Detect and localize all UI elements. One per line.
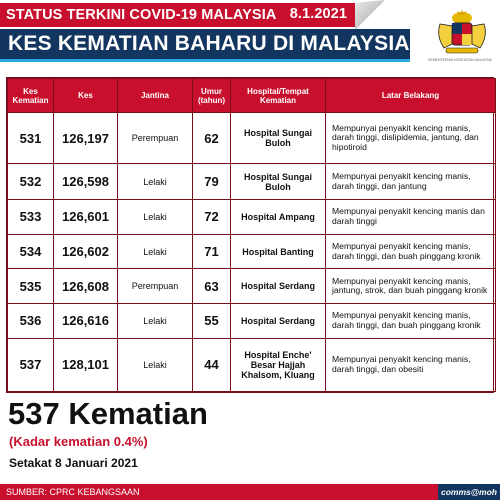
age: 71: [193, 234, 231, 269]
death-number: 534: [8, 234, 54, 269]
gender: Perempuan: [118, 269, 193, 304]
table-row: [8, 269, 496, 304]
gender: Lelaki: [118, 304, 193, 339]
col-header-hospital: Hospital/Tempat Kematian: [231, 79, 326, 113]
age: 63: [193, 269, 231, 304]
case-number: 126,598: [54, 164, 118, 200]
col-header-kes: Kes: [54, 79, 118, 113]
crest-caption: KEMENTERIAN KESIHATAN MALAYSIA: [428, 58, 492, 62]
age: 79: [193, 164, 231, 200]
age: 72: [193, 200, 231, 235]
death-number: 536: [8, 304, 54, 339]
coat-of-arms-icon: [432, 4, 492, 60]
hospital: Hospital Enche' Besar Hajjah Khalsom, Kluang: [231, 338, 326, 391]
gender: Lelaki: [118, 164, 193, 200]
table-row: [8, 164, 496, 200]
social-handle: comms@moh: [438, 484, 500, 500]
gender: Lelaki: [118, 200, 193, 235]
background: Mempunyai penyakit kencing manis, darah tinggi, dan buah pinggang kronik: [326, 304, 496, 339]
col-header-latar-belakang: Latar Belakang: [326, 79, 496, 113]
case-number: 126,608: [54, 269, 118, 304]
hospital: Hospital Ampang: [231, 200, 326, 235]
case-number: 126,602: [54, 234, 118, 269]
total-deaths: 537 Kematian: [8, 396, 208, 431]
age: 44: [193, 338, 231, 391]
status-date: 8.1.2021: [289, 6, 347, 22]
table-row: [8, 234, 496, 269]
col-header-kes-kematian: Kes Kematian: [8, 79, 54, 113]
age: 55: [193, 304, 231, 339]
background: Mempunyai penyakit kencing manis, darah tinggi, dan buah pinggang kronik: [326, 234, 496, 269]
as-of-date: Setakat 8 Januari 2021: [9, 456, 138, 470]
background: Mempunyai penyakit kencing manis, jantung, strok, dan buah pinggang kronik: [326, 269, 496, 304]
age: 62: [193, 113, 231, 164]
status-banner: [0, 3, 355, 27]
background: Mempunyai penyakit kencing manis, darah tinggi, dan obesiti: [326, 338, 496, 391]
table-header-row: [8, 79, 496, 113]
death-number: 533: [8, 200, 54, 235]
background: Mempunyai penyakit kencing manis, darah tinggi, dan jantung: [326, 164, 496, 200]
case-number: 126,197: [54, 113, 118, 164]
footer-bar: [0, 484, 500, 500]
page-title: KES KEMATIAN BAHARU DI MALAYSIA: [0, 29, 410, 59]
hospital: Hospital Sungai Buloh: [231, 113, 326, 164]
table-row: [8, 338, 496, 391]
table-row: [8, 113, 496, 164]
death-number: 537: [8, 338, 54, 391]
death-cases-table: [6, 77, 494, 393]
table-row: [8, 304, 496, 339]
hospital: Hospital Serdang: [231, 304, 326, 339]
source-text: SUMBER: CPRC KEBANGSAAN: [6, 487, 140, 497]
table-row: [8, 200, 496, 235]
title-accent-line: [0, 59, 410, 62]
col-header-jantina: Jantina: [118, 79, 193, 113]
death-number: 535: [8, 269, 54, 304]
death-number: 532: [8, 164, 54, 200]
background: Mempunyai penyakit kencing manis, darah tinggi, dislipidemia, jantung, dan hipotiroid: [326, 113, 496, 164]
status-text: STATUS TERKINI COVID-19 MALAYSIA: [6, 7, 277, 23]
hospital: Hospital Sungai Buloh: [231, 164, 326, 200]
hospital: Hospital Banting: [231, 234, 326, 269]
death-rate: (Kadar kematian 0.4%): [9, 434, 148, 449]
gender: Perempuan: [118, 113, 193, 164]
case-number: 126,616: [54, 304, 118, 339]
background: Mempunyai penyakit kencing manis dan darah tinggi: [326, 200, 496, 235]
hospital: Hospital Serdang: [231, 269, 326, 304]
col-header-umur: Umur (tahun): [193, 79, 231, 113]
gender: Lelaki: [118, 338, 193, 391]
gender: Lelaki: [118, 234, 193, 269]
death-number: 531: [8, 113, 54, 164]
case-number: 126,601: [54, 200, 118, 235]
case-number: 128,101: [54, 338, 118, 391]
